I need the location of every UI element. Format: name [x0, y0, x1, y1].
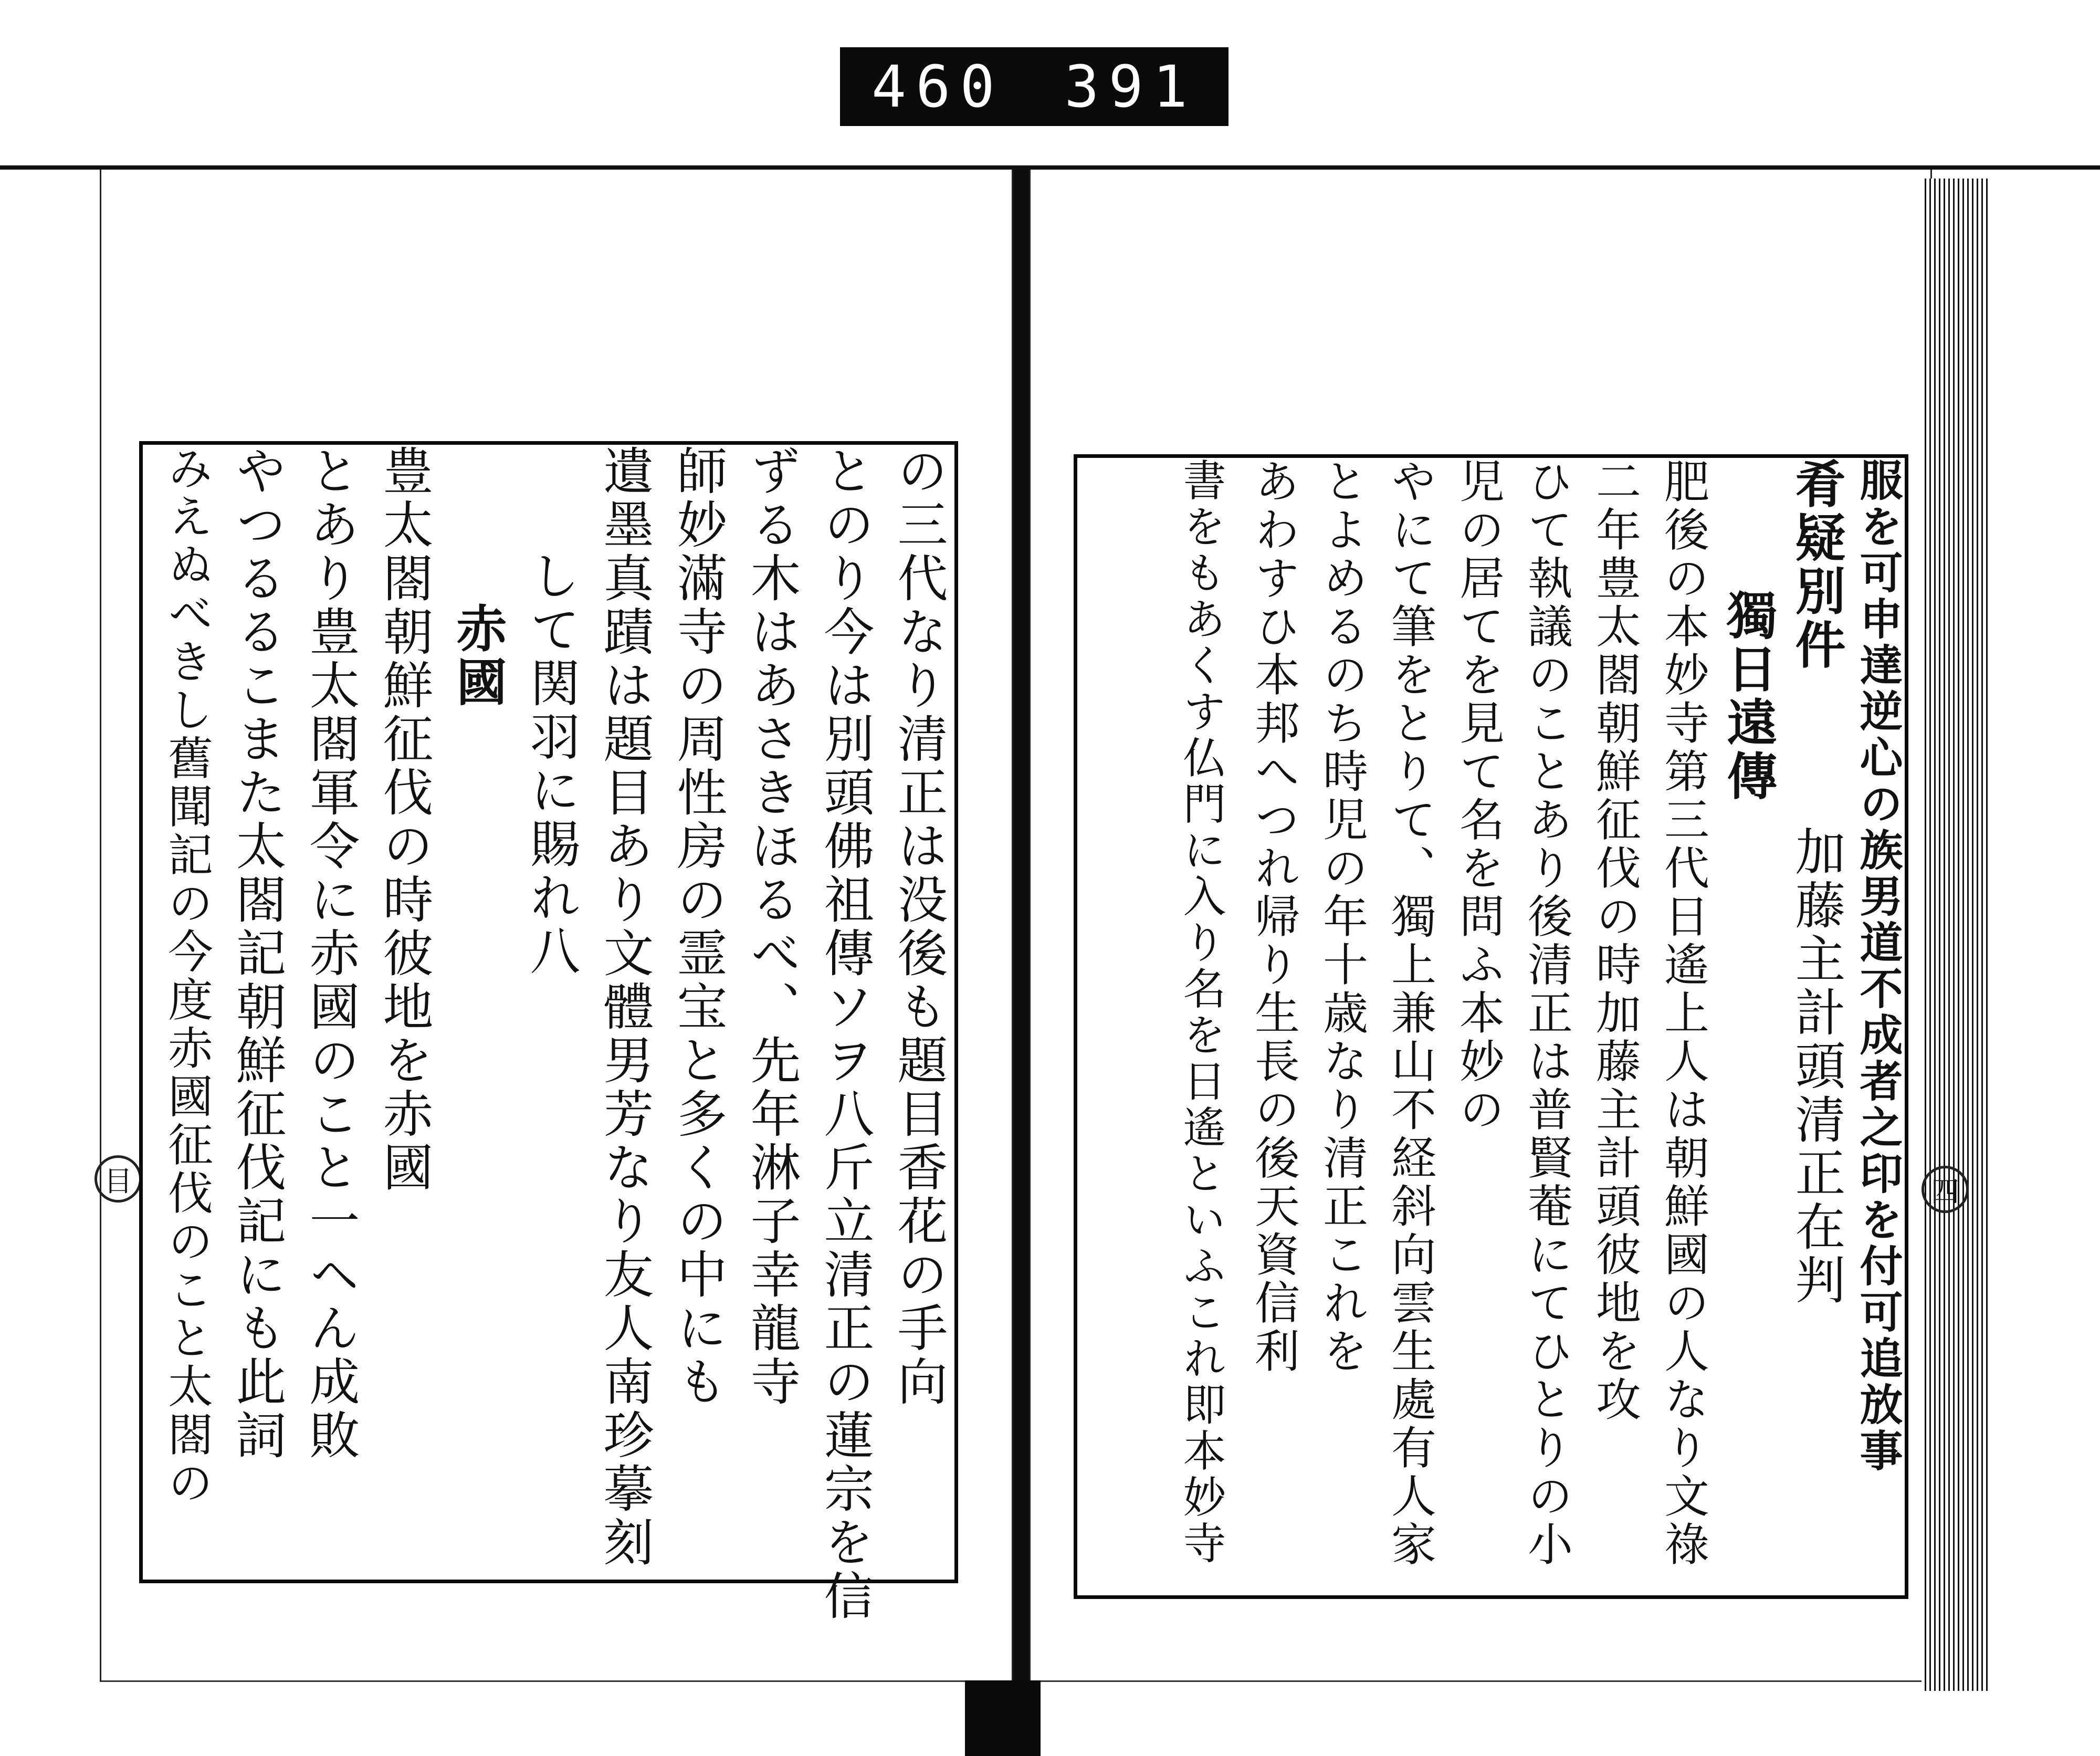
left-column-5: 遺墨真蹟は題目あり文體男芳なり友人南珍摹刻 [595, 445, 654, 1570]
right-text-frame [1074, 454, 1908, 1599]
right-column-12: 書をもあくす仏門に入り名を日遙といふこれ即本妙寺 [1176, 458, 1226, 1567]
left-column-11: みえぬべきし舊聞記の今度赤國征伐のこと太閤の [160, 445, 213, 1508]
book-gutter [1013, 170, 1029, 1682]
left-column-1: の三代なり清正は没後も題目香花の手向 [889, 445, 948, 1409]
top-rule [0, 165, 2100, 170]
page-edges [1922, 179, 1990, 1691]
left-column-8: 豊太閤朝鮮征伐の時彼地を赤國 [375, 445, 434, 1195]
right-column-5: 肥後の本妙寺第三代日遙上人は朝鮮國の人なり文祿 [1656, 458, 1709, 1569]
right-heading-1: 肴疑別件 [1787, 458, 1846, 672]
right-column-7: ひて執議のことあり後清正は普賢菴にてひとりの小 [1520, 458, 1572, 1569]
right-page-stamp: 四 [1922, 1166, 1969, 1213]
right-heading-2: 獨日遠傳 [1719, 589, 1778, 803]
counter-left-number: 460 [872, 53, 1004, 120]
right-column-1: 服を可申達逆心の族男道不成者之印を付可追放事 [1853, 458, 1903, 1475]
left-page-stamp: 目 [94, 1155, 142, 1203]
left-column-4: 師妙滿寺の周性房の霊宝と多くの中にも [669, 445, 728, 1409]
left-column-3: ずる木はあさきほるべ、先年淋子幸龍寺 [742, 445, 801, 1409]
right-column-10: とよめるのち時児の年十歳なり清正これを [1315, 458, 1368, 1376]
right-signature: 加藤主計頭清正在判 [1787, 825, 1846, 1308]
left-column-9: とあり豊太閤軍令に赤國のこと一ヘん成敗 [301, 445, 360, 1462]
left-column-10: やつるるこまた太閤記朝鮮征伐記にも此詞 [228, 445, 287, 1462]
left-column-6: して関羽に賜れ八 [522, 550, 581, 978]
right-column-6: 二年豊太閤朝鮮征伐の時加藤主計頭彼地を攻 [1588, 458, 1641, 1424]
frame-counter [840, 47, 1228, 126]
right-column-11: あわすひ本邦へつれ帰り生長の後天資信利 [1247, 458, 1299, 1376]
bottom-marker [965, 1680, 1041, 1756]
left-column-2: とのり今は別頭佛祖傳ソヲ八斤立清正の蓮宗を信 [816, 445, 875, 1623]
counter-right-number: 391 [1064, 53, 1197, 120]
left-heading-akakoku: 赤國 [448, 602, 508, 709]
right-column-8: 児の居てを見て名を問ふ本妙の [1452, 458, 1504, 1134]
right-column-9: やにて筆をとりて、獨上兼山不経斜向雲生處有人家 [1383, 458, 1436, 1569]
left-text-frame [139, 441, 958, 1623]
